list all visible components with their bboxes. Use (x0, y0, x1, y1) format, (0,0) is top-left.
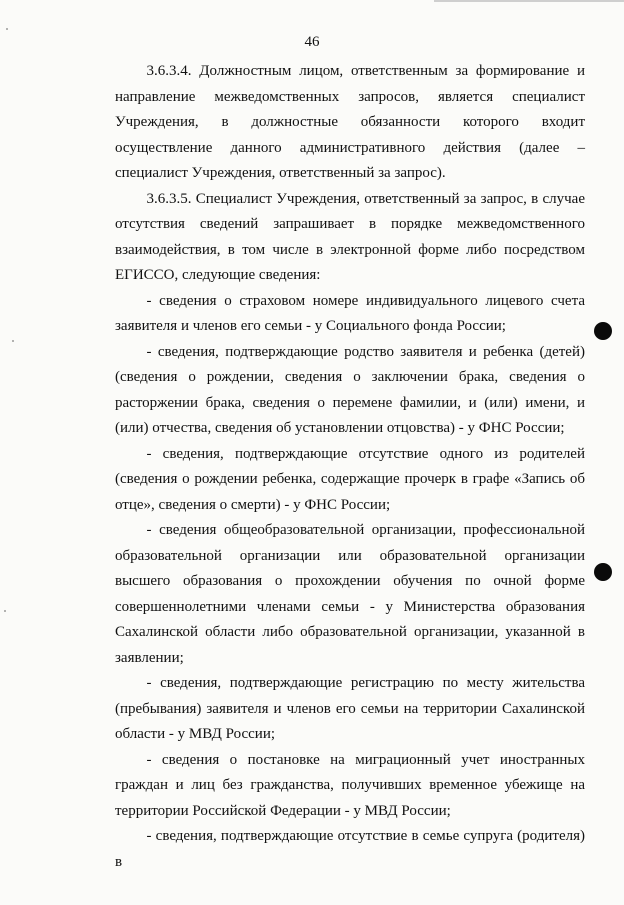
list-item-education: - сведения общеобразовательной организации, профессиональной образовательной организации или образовательной организации высшего образования о прохождении обучения по очной форме совершеннолетними членами семьи - у Министерства образования Сахалинской области либо образовательной организации, указанной в заявлении; (115, 522, 585, 666)
document-body (115, 59, 585, 875)
punch-hole (594, 563, 612, 581)
scan-top-rule (434, 0, 624, 2)
scan-speck (6, 28, 8, 30)
list-item-snils: - сведения о страховом номере индивидуального лицевого счета заявителя и членов его семьи - у Социального фонда России; (115, 292, 585, 334)
list-item-migration: - сведения о постановке на миграционный учет иностранных граждан и лиц без гражданства, получивших временное убежище на территории Российской Федерации - у МВД России; (115, 751, 585, 819)
list-item-registration: - сведения, подтверждающие регистрацию по месту жительства (пребывания) заявителя и членов его семьи на территории Сахалинской области - у МВД России; (115, 675, 585, 742)
paragraph-3-6-3-5: 3.6.3.5. Специалист Учреждения, ответственный за запрос, в случае отсутствия сведений запрашивает в порядке межведомственного взаимодействия, в том числе в электронной форме либо посредством ЕГИССО, следующие сведения: (115, 190, 585, 283)
scan-speck (4, 610, 6, 612)
paragraph-3-6-3-4: 3.6.3.4. Должностным лицом, ответственным за формирование и направление межведомственных запросов, является специалист Учреждения, в должностные обязанности которого входит осуществление данного административного действия (далее – специалист Учреждения, ответственный за запрос). (115, 63, 585, 181)
page-number: 46 (304, 34, 320, 50)
list-item-kinship: - сведения, подтверждающие родство заявителя и ребенка (детей) (сведения о рождении, сведения о заключении брака, сведения о расторжении брака, сведения о перемене фамилии, и (или) имени, и (или) отчества, сведения об установлении отцовства) - у ФНС России; (115, 343, 585, 436)
punch-hole (594, 322, 612, 340)
scan-speck (12, 340, 14, 342)
list-item-spouse-absence: - сведения, подтверждающие отсутствие в семье супруга (родителя) в (115, 828, 585, 870)
list-item-absent-parent: - сведения, подтверждающие отсутствие одного из родителей (сведения о рождении ребенка, содержащие прочерк в графе «Запись об отце», сведения о смерти) - у ФНС России; (115, 445, 585, 513)
